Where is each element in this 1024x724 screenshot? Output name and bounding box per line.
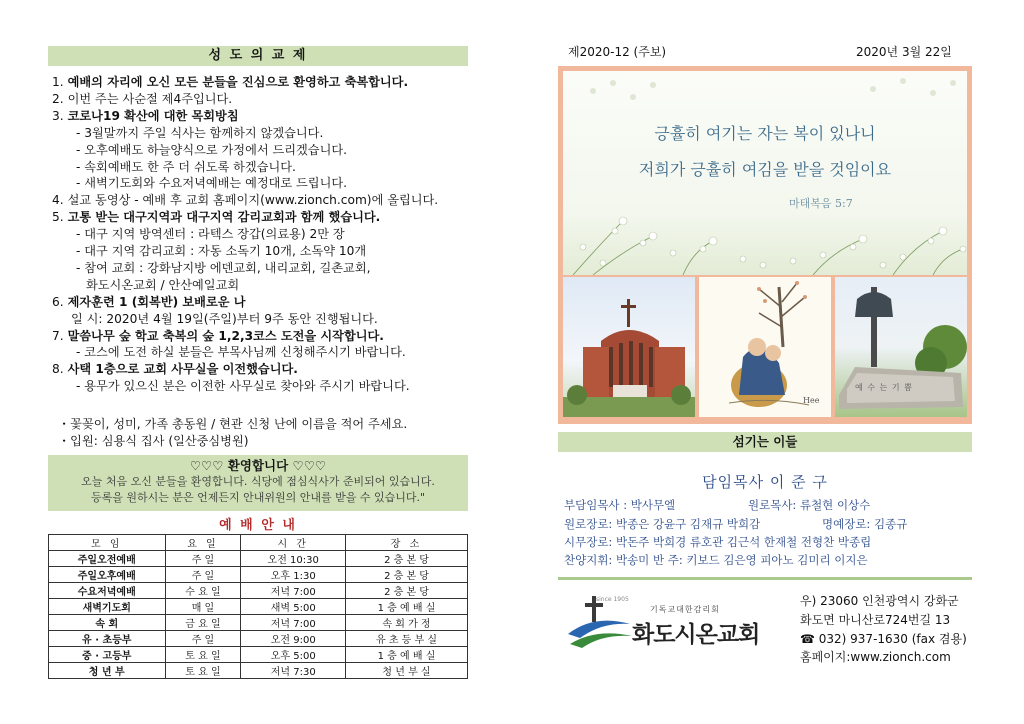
item-text: 제자훈련 1 (회복반) 보배로운 나 — [67, 294, 246, 309]
schedule-cell: 토 요 일 — [165, 663, 241, 679]
schedule-cell: 주일오후예배 — [49, 567, 166, 583]
schedule-cell: 저녁 7:00 — [241, 615, 346, 631]
item-text: 말씀나무 숲 학교 축복의 숲 1,2,3코스 도전을 시작합니다. — [67, 328, 384, 343]
fellowship-item — [76, 142, 496, 159]
item-text: - 오후예배도 하늘양식으로 가정에서 드리겠습니다. — [76, 142, 348, 157]
fellowship-item — [52, 108, 472, 125]
schedule-row — [49, 583, 468, 599]
schedule-row — [49, 647, 468, 663]
schedule-cell: 속 회 — [49, 615, 166, 631]
fellowship-title-bar — [48, 46, 468, 66]
servants-title: 섬기는 이들 — [732, 434, 798, 449]
servants-row-1a: 부담임목사 : 박사무엘 — [564, 498, 676, 512]
fellowship-item — [86, 277, 506, 294]
fellowship-title: 성 도 의 교 제 — [208, 48, 308, 63]
worship-guide-title: 예 배 안 내 — [219, 518, 297, 533]
verse-reference: 마태복음 5:7 — [789, 197, 853, 210]
schedule-cell: 주일오전예배 — [49, 551, 166, 567]
fellowship-item — [76, 125, 496, 142]
schedule-cell: 수 요 일 — [165, 583, 241, 599]
fellowship-item — [76, 260, 496, 277]
schedule-cell: 중 · 고등부 — [49, 647, 166, 663]
schedule-cell: 토 요 일 — [165, 647, 241, 663]
stone-inscription: 예 수 는 기 쁨 — [855, 383, 913, 392]
fellowship-item — [52, 192, 472, 209]
item-number: 6. — [52, 294, 64, 309]
church-phone: ☎ 032) 937-1630 (fax 겸용) — [800, 632, 967, 646]
item-text: - 코스에 도전 하실 분들은 부목사님께 신청해주시기 바랍니다. — [76, 345, 406, 360]
schedule-cell: 저녁 7:00 — [241, 583, 346, 599]
schedule-header-row — [49, 535, 468, 551]
schedule-row — [49, 663, 468, 679]
verse-panel — [563, 71, 967, 275]
servants-row-1b: 원로목사: 류철현 이상수 — [748, 498, 871, 512]
embrace-illustration — [699, 277, 831, 417]
schedule-header-cell: 모 임 — [49, 535, 166, 551]
schedule-cell: 매 일 — [165, 599, 241, 615]
bulletin-date: 2020년 3월 22일 — [856, 45, 952, 59]
schedule-row — [49, 567, 468, 583]
item-number: 4. — [52, 193, 64, 208]
cover-frame — [558, 66, 972, 424]
church-name: 화도시온교회 — [632, 622, 760, 648]
fellowship-item — [52, 209, 472, 226]
schedule-header-cell: 요 일 — [165, 535, 241, 551]
schedule-cell: 1 층 예 배 실 — [346, 599, 468, 615]
item-text: 일 시: 2020년 4월 19일(주일)부터 9주 동안 진행됩니다. — [71, 311, 378, 326]
servants-row-4: 찬양지휘: 박송미 반 주: 키보드 김은영 피아노 김미리 이지은 — [564, 553, 868, 567]
welcome-line-1: 오늘 처음 오신 분들을 환영합니다. 식당에 점심식사가 준비되어 있습니다. — [81, 475, 435, 488]
fellowship-item — [52, 361, 472, 378]
item-text: 코로나19 확산에 대한 목회방침 — [67, 108, 239, 123]
schedule-cell: 수요저녁예배 — [49, 583, 166, 599]
item-text: - 참여 교회 : 강화남지방 에덴교회, 내리교회, 길촌교회, — [76, 260, 371, 275]
worship-schedule-table — [48, 534, 468, 679]
schedule-cell: 2 층 본 당 — [346, 583, 468, 599]
footer-divider — [558, 577, 972, 580]
schedule-cell: 주 일 — [165, 567, 241, 583]
servants-title-bar — [558, 432, 972, 452]
schedule-header-cell: 장 소 — [346, 535, 468, 551]
church-logo — [566, 592, 786, 652]
schedule-cell: 청 년 부 — [49, 663, 166, 679]
schedule-cell: 2 층 본 당 — [346, 551, 468, 567]
embrace-drawing — [699, 277, 831, 417]
item-text: 설교 동영상 - 예배 후 교회 홈페이지(www.zionch.com)에 올립니다. — [67, 193, 439, 208]
schedule-cell: 새벽기도회 — [49, 599, 166, 615]
church-building-photo — [563, 277, 695, 417]
item-text: - 새벽기도회와 수요저녁예배는 예정대로 드립니다. — [76, 176, 348, 191]
schedule-cell: 금 요 일 — [165, 615, 241, 631]
schedule-cell: 2 층 본 당 — [346, 567, 468, 583]
bell-stone-photo — [835, 277, 967, 417]
fellowship-item — [52, 74, 472, 91]
item-text: - 용무가 있으신 분은 이전한 사무실로 찾아와 주시기 바랍니다. — [76, 379, 410, 394]
fellowship-item — [76, 243, 496, 260]
servants-row-3: 시무장로: 박돈주 박희경 류호관 김근석 한재철 전형찬 박종립 — [564, 535, 872, 549]
schedule-cell: 저녁 7:30 — [241, 663, 346, 679]
item-number: 7. — [52, 328, 64, 343]
schedule-row — [49, 551, 468, 567]
fellowship-item — [76, 226, 496, 243]
fellowship-item — [52, 328, 472, 345]
fellowship-item — [52, 294, 472, 311]
schedule-row — [49, 615, 468, 631]
verse-line-1: 긍휼히 여기는 자는 복이 있나니 — [654, 124, 876, 143]
church-since: since 1905 — [596, 596, 629, 603]
church-address-1: 우) 23060 인천광역시 강화군 — [800, 594, 959, 608]
schedule-cell: 새벽 5:00 — [241, 599, 346, 615]
church-address-2: 화도면 마니산로724번길 13 — [800, 613, 951, 627]
servants-row-2b: 명예장로: 김종규 — [822, 517, 908, 531]
church-building-image — [563, 277, 695, 417]
fellowship-item — [76, 175, 496, 192]
fellowship-item — [76, 378, 496, 395]
schedule-row — [49, 631, 468, 647]
item-number: 8. — [52, 362, 64, 377]
welcome-line-2: 등록을 원하시는 분은 언제든지 안내위원의 안내를 받을 수 있습니다." — [90, 491, 426, 504]
church-homepage[interactable]: 홈페이지:www.zionch.com — [800, 650, 951, 664]
item-number: 5. — [52, 210, 64, 225]
schedule-cell: 오전 9:00 — [241, 631, 346, 647]
note-hospital: ・입원: 심용식 집사 (일산중심병원) — [58, 434, 249, 448]
item-text: - 대구 지역 방역센터 : 라텍스 장갑(의료용) 2만 장 — [76, 227, 345, 242]
schedule-cell: 오전 10:30 — [241, 551, 346, 567]
item-text: - 대구 지역 감리교회 : 자동 소독기 10개, 소독약 10개 — [76, 244, 367, 258]
senior-pastor: 담임목사 이 준 구 — [702, 473, 828, 491]
note-flowers: ・꽃꽂이, 성미, 가족 총동원 / 현관 신청 난에 이름을 적어 주세요. — [58, 417, 408, 431]
schedule-cell: 오후 1:30 — [241, 567, 346, 583]
fellowship-item — [71, 311, 491, 328]
fellowship-item — [52, 91, 472, 108]
servants-row-2a: 원로장로: 박종은 강윤구 김재규 박희감 — [564, 517, 761, 531]
bell-stone-image — [835, 277, 967, 417]
welcome-box — [48, 455, 468, 511]
schedule-cell: 속 회 가 정 — [346, 615, 468, 631]
issue-number: 제2020-12 (주보) — [568, 45, 667, 59]
verse-line-2: 저희가 긍휼히 여김을 받을 것임이요 — [638, 160, 892, 179]
schedule-cell: 주 일 — [165, 551, 241, 567]
fellowship-item — [76, 344, 496, 361]
schedule-cell: 1 층 예 배 실 — [346, 647, 468, 663]
welcome-title: ♡♡♡ 환영합니다 ♡♡♡ — [189, 458, 327, 473]
signature-text: Hee — [803, 396, 820, 405]
item-text: 사택 1층으로 교회 사무실을 이전했습니다. — [67, 362, 298, 377]
schedule-header-cell: 시 간 — [241, 535, 346, 551]
item-text: 이번 주는 사순절 제4주입니다. — [67, 91, 233, 106]
item-number: 3. — [52, 108, 64, 123]
schedule-cell: 주 일 — [165, 631, 241, 647]
church-denomination: 기독교대한감리회 — [650, 605, 720, 614]
schedule-cell: 오후 5:00 — [241, 647, 346, 663]
item-number: 1. — [52, 75, 64, 89]
schedule-cell: 청 년 부 실 — [346, 663, 468, 679]
item-text: 화도시온교회 / 안산예일교회 — [86, 277, 240, 292]
item-text: 고통 받는 대구지역과 대구지역 감리교회과 함께 했습니다. — [67, 210, 381, 225]
schedule-row — [49, 599, 468, 615]
schedule-cell: 유 초 등 부 실 — [346, 631, 468, 647]
schedule-cell: 유 · 초등부 — [49, 631, 166, 647]
item-number: 2. — [52, 91, 64, 106]
item-text: - 3월말까지 주일 식사는 함께하지 않겠습니다. — [76, 125, 324, 140]
item-text: - 속회예배도 한 주 더 쉬도록 하겠습니다. — [76, 159, 296, 174]
item-text: 예배의 자리에 오신 모든 분들을 진심으로 환영하고 축복합니다. — [67, 75, 409, 89]
fellowship-item — [76, 159, 496, 176]
